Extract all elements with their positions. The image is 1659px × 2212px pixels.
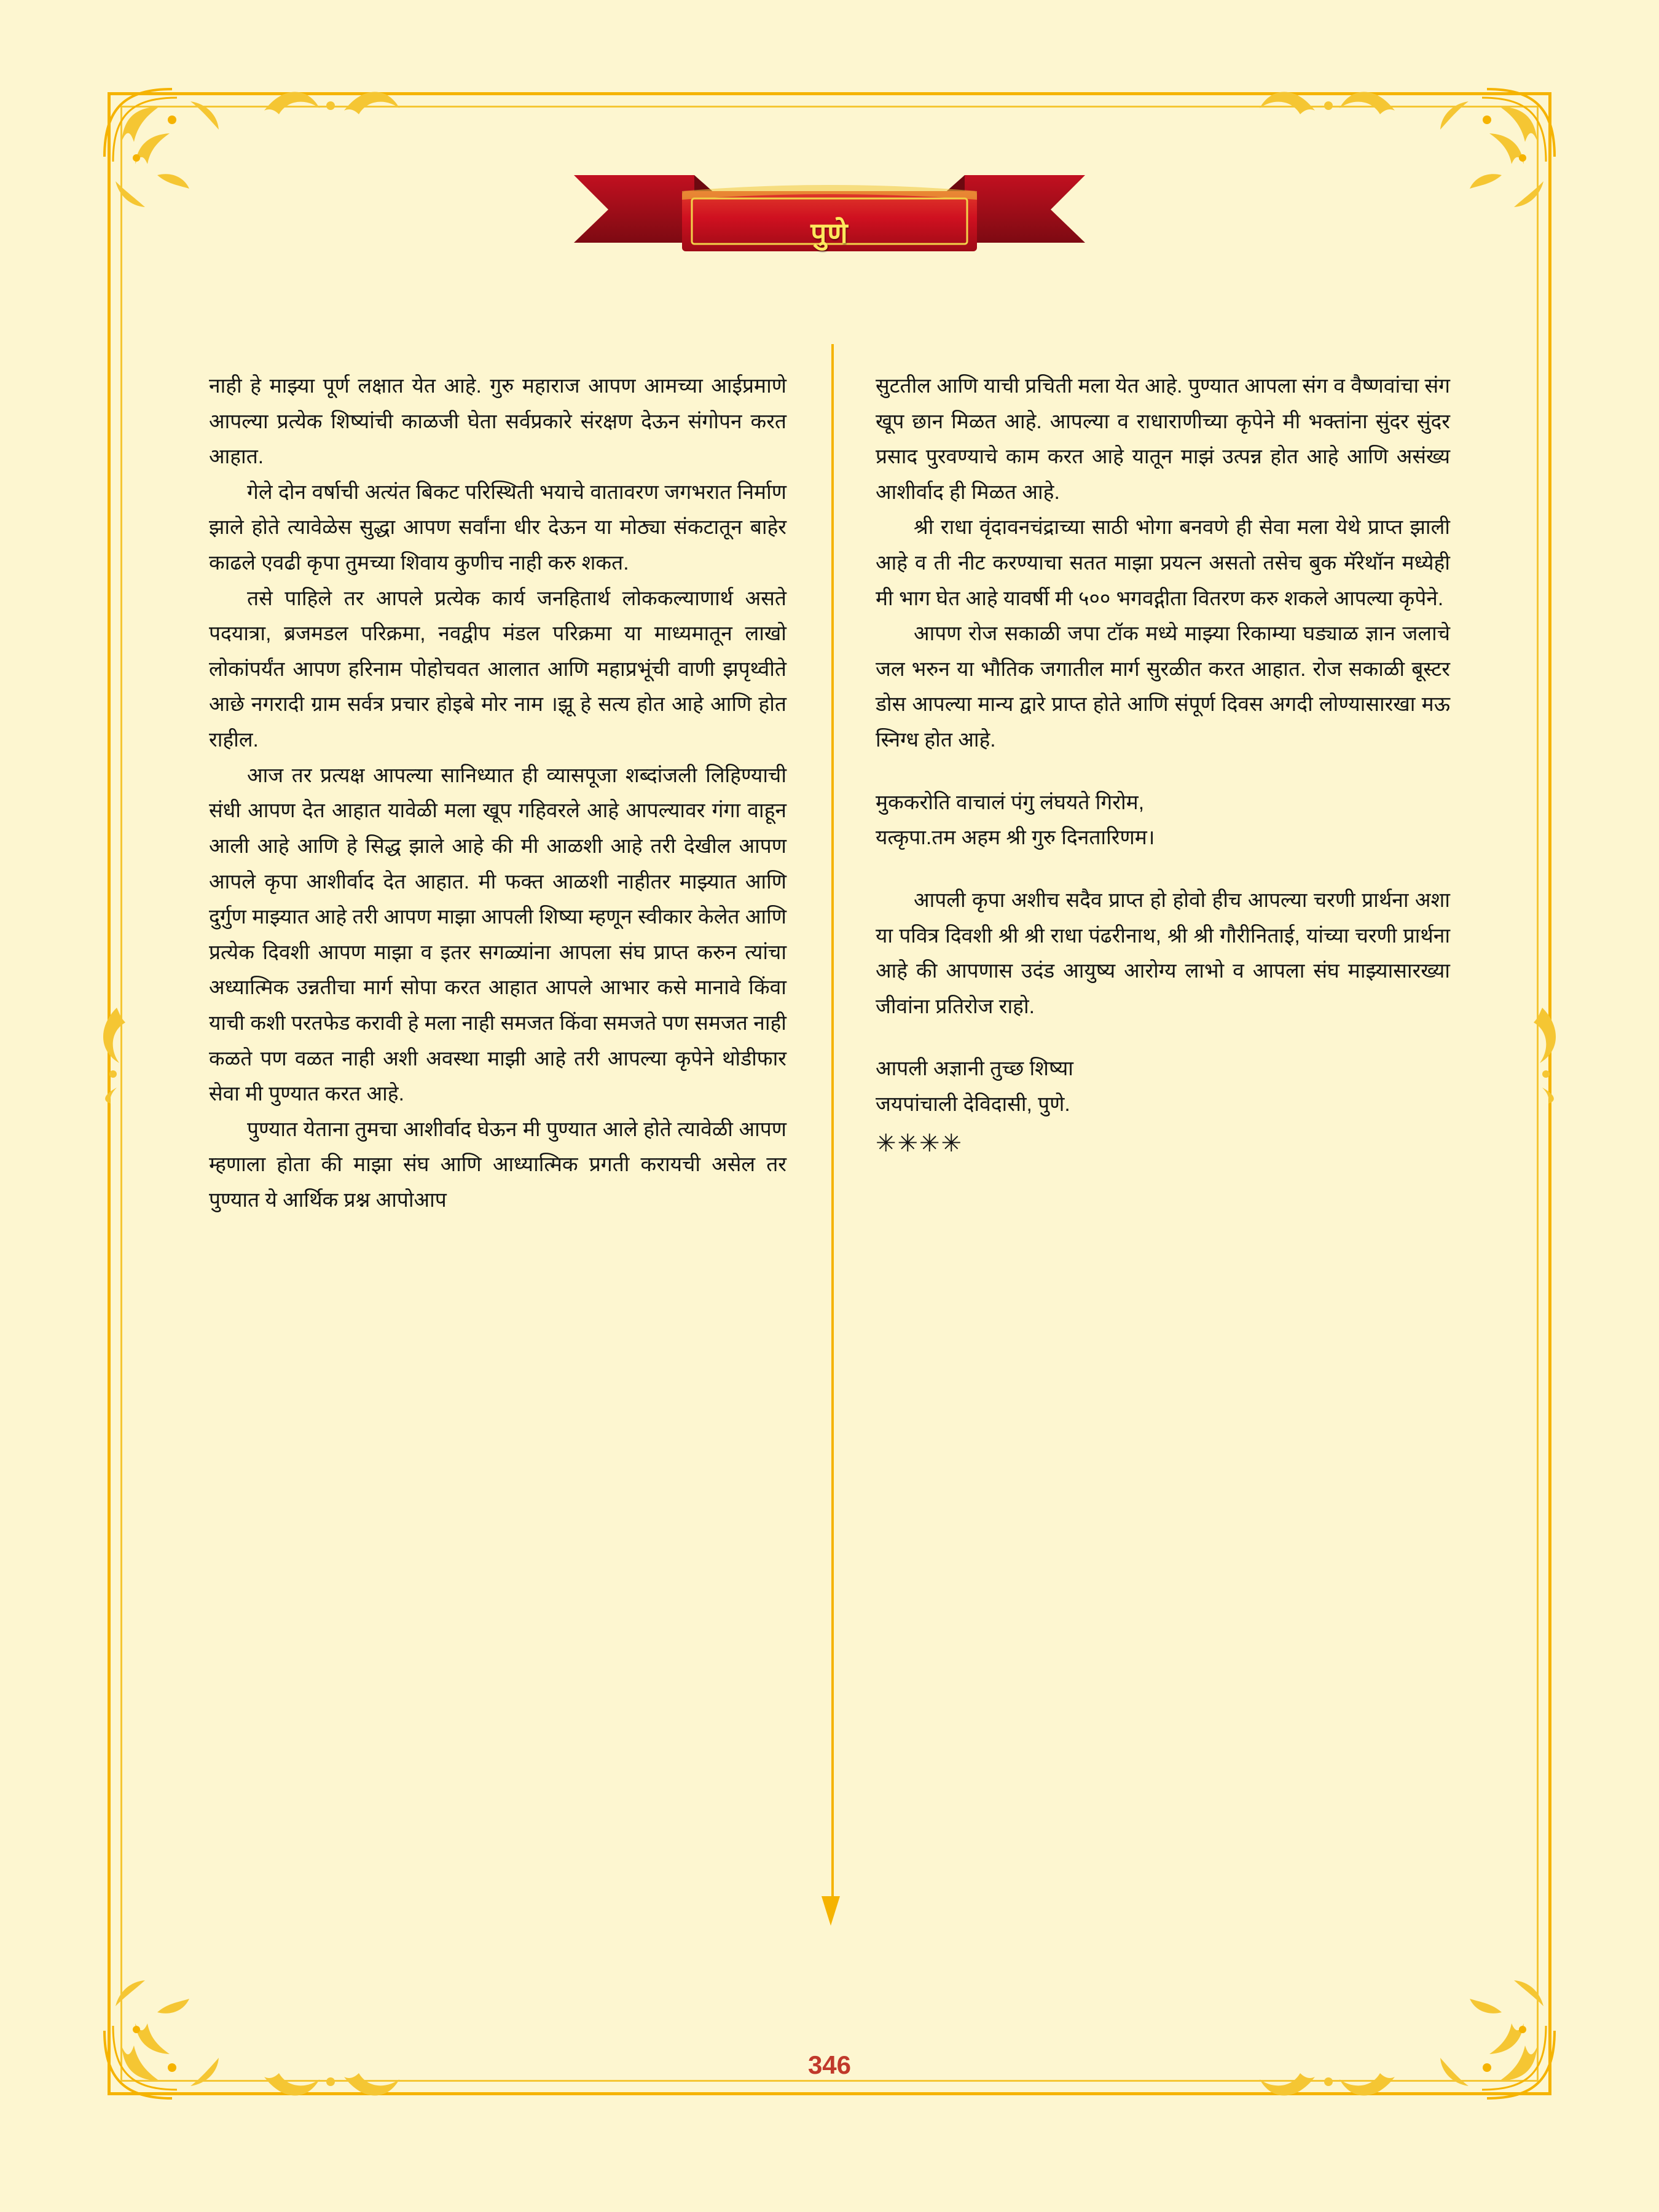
signature-line: आपली अज्ञानी तुच्छ शिष्या xyxy=(876,1057,1073,1081)
paragraph: नाही हे माझ्या पूर्ण लक्षात येत आहे. गुरु महाराज आपण आमच्या आईप्रमाणे आपल्या प्रत्येक शिष्यांची काळजी घेता सर्वप्रकारे संरक्षण देऊन संगोपन करत आहात. xyxy=(209,375,786,469)
text-columns xyxy=(209,369,1450,1948)
paragraph: आज तर प्रत्यक्ष आपल्या सानिध्यात ही व्यासपूजा शब्दांजली लिहिण्याची संधी आपण देत आहात यावेळी मला खूप गहिवरले आहे आपल्यावर गंगा वाहून आली आहे आणि हे सिद्ध झाले आहे की मी आळशी आहे तरी देखील आपण आपले कृपा आशीर्वाद देत आहात. मी फक्त आळशी नाहीतर माझ्यात आणि दुर्गुण माझ्यात आहे तरी आपण माझा आपली शिष्या म्हणून स्वीकार केलेत आणि प्रत्येक दिवशी आपण माझा व इतर सगळ्यांना आपला संघ प्राप्त करुन त्यांचा अध्यात्मिक उन्नतीचा मार्ग सोपा करत आहात आपले आभार कसे मानावे किंवा याची कशी परतफेड करावी हे मला नाही समजत किंवा समजते पण समजत नाही कळते पण वळत नाही अशी अवस्था माझी आहे तरी आपल्या कृपेने थोडीफार सेवा मी पुण्यात करत आहे. xyxy=(209,764,786,1106)
paragraph: पुण्यात येताना तुमचा आशीर्वाद घेऊन मी पुण्यात आले होते त्यावेळी आपण म्हणाला होता की माझा संघ आणि आध्यात्मिक प्रगती करायची असेल तर पुण्यात ये आर्थिक प्रश्न आपोआप xyxy=(209,1118,786,1212)
paragraph: आपण रोज सकाळी जपा टॉक मध्ये माझ्या रिकाम्या घड्याळ ज्ञान जलाचे जल भरुन या भौतिक जगातील मार्ग सुरळीत करत आहात. रोज सकाळी बूस्टर डोस आपल्या मान्य द्वारे प्राप्त होते आणि संपूर्ण दिवस अगदी लोण्यासारखा मऊ स्निग्ध होत आहे. xyxy=(876,622,1450,752)
closing-paragraph: आपली कृपा अशीच सदैव प्राप्त हो होवो हीच आपल्या चरणी प्रार्थना अशा या पवित्र दिवशी श्री श्री राधा पंढरीनाथ, श्री श्री गौरीनिताई, यांच्या चरणी प्रार्थना आहे की आपणास उदंड आयुष्य आरोग्य लाभो व आपला संघ माझ्यासारख्या जीवांना प्रतिरोज राहो. xyxy=(876,888,1450,1018)
paragraph: गेले दोन वर्षाची अत्यंत बिकट परिस्थिती भयाचे वातावरण जगभरात निर्माण झाले होते त्यावेळेस सुद्धा आपण सर्वांना धीर देऊन या मोठ्या संकटातून बाहेर काढले एवढी कृपा तुमच्या शिवाय कुणीच नाही करु शकत. xyxy=(209,480,786,575)
verse-line: मुककरोति वाचालं पंगु लंघयते गिरोम, xyxy=(876,791,1145,814)
signature-line: जयपांचाली देविदासी, पुणे. xyxy=(876,1092,1070,1116)
banner-title: पुणे xyxy=(810,217,849,249)
page-number: 346 xyxy=(807,2050,852,2079)
ribbon-banner xyxy=(571,157,1088,273)
verse-line: यत्कृपा.तम अहम श्री गुरु दिनतारिणम। xyxy=(876,826,1155,850)
paragraph: सुटतील आणि याची प्रचिती मला येत आहे. पुण्यात आपला संग व वैष्णवांचा संग खूप छान मिळत आहे. आपल्या व राधाराणीच्या कृपेने मी भक्तांना सुंदर सुंदर प्रसाद पुरवण्याचे काम करत आहे यातून माझं उत्पन्न होत आहे आणि असंख्य आशीर्वाद ही मिळत आहे. xyxy=(876,375,1450,504)
right-column xyxy=(830,369,1450,1948)
paragraph: तसे पाहिले तर आपले प्रत्येक कार्य जनहितार्थ लोककल्याणार्थ असते पदयात्रा, ब्रजमडल परिक्रमा, नवद्वीप मंडल परिक्रमा या माध्यमातून लाखो लोकांपर्यंत आपण हरिनाम पोहोचवत आलात आणि महाप्रभूंची वाणी झपृथ्वीते आछे नगरादी ग्राम सर्वत्र प्रचार होइबे मोर नाम ।झू हे सत्य होत आहे आणि होत राहील. xyxy=(209,587,786,752)
left-column xyxy=(209,369,830,1948)
paragraph: श्री राधा वृंदावनचंद्राच्या साठी भोगा बनवणे ही सेवा मला येथे प्राप्त झाली आहे व ती नीट करण्याचा सतत माझा प्रयत्न असतो तसेच बुक मॅरेथॉन मध्येही मी भाग घेत आहे यावर्षी मी ५०० भगवद्गीता वितरण करु शकले आपल्या कृपेने. xyxy=(876,516,1450,610)
end-marker: ✳✳✳✳ xyxy=(876,1129,963,1157)
